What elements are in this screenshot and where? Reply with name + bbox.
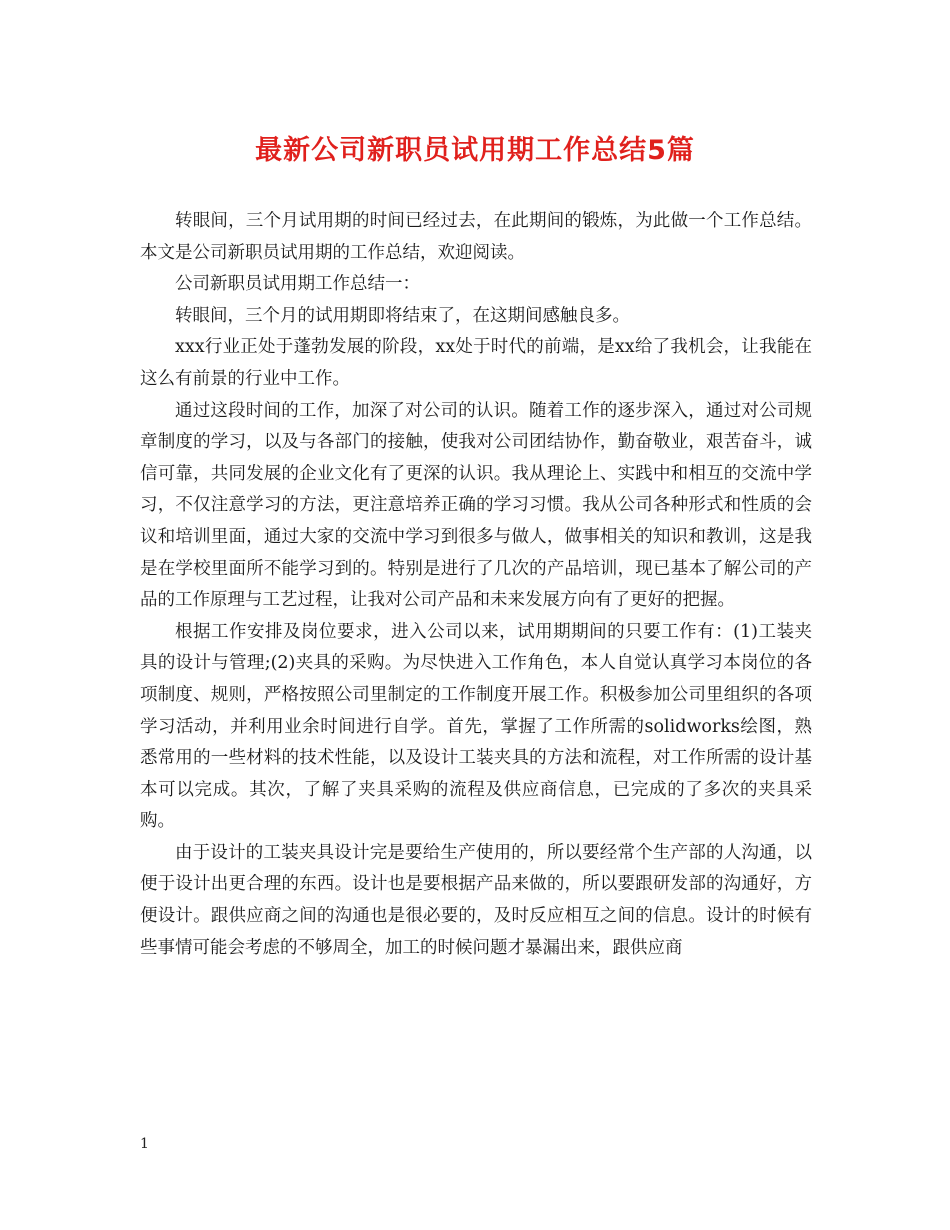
document-body [140, 206, 812, 964]
paragraph-4: 根据工作安排及岗位要求，进入公司以来，试用期期间的只要工作有：(1)工装夹具的设计与管理;(2)夹具的采购。为尽快进入工作角色，本人自觉认真学习本岗位的各项制度、规则，严格按照公司里制定的工作制度开展工作。积极参加公司里组织的各项学习活动，并利用业余时间进行自学。首先，掌握了工作所需的solidworks绘图，熟悉常用的一些材料的技术性能，以及设计工装夹具的方法和流程，对工作所需的设计基本可以完成。其次，了解了夹具采购的流程及供应商信息，已完成的了多次的夹具采购。 [140, 621, 812, 832]
section-heading-1: 公司新职员试用期工作总结一： [175, 274, 420, 295]
document-title: 最新公司新职员试用期工作总结5篇 [255, 135, 695, 166]
paragraph-5: 由于设计的工装夹具设计完是要给生产使用的，所以要经常个生产部的人沟通，以便于设计出更合理的东西。设计也是要根据产品来做的，所以要跟研发部的沟通好，方便设计。跟供应商之间的沟通也是很必要的，及时反应相互之间的信息。设计的时候有些事情可能会考虑的不够周全，加工的时候问题才暴漏出来，跟供应商 [140, 842, 812, 958]
paragraph-2: xxx行业正处于蓬勃发展的阶段，xx处于时代的前端，是xx给了我机会，让我能在这么有前景的行业中工作。 [140, 337, 812, 389]
paragraph-3: 通过这段时间的工作，加深了对公司的认识。随着工作的逐步深入，通过对公司规章制度的学习，以及与各部门的接触，使我对公司团结协作，勤奋敬业，艰苦奋斗，诚信可靠，共同发展的企业文化有了更深的认识。我从理论上、实践中和相互的交流中学习，不仅注意学习的方法，更注意培养正确的学习习惯。我从公司各种形式和性质的会议和培训里面，通过大家的交流中学习到很多与做人，做事相关的知识和教训，这是我是在学校里面所不能学习到的。特别是进行了几次的产品培训，现已基本了解公司的产品的工作原理与工艺过程，让我对公司产品和未来发展方向有了更好的把握。 [140, 400, 812, 611]
paragraph-intro: 转眼间，三个月试用期的时间已经过去，在此期间的锻炼，为此做一个工作总结。本文是公司新职员试用期的工作总结，欢迎阅读。 [140, 211, 812, 263]
paragraph-1: 转眼间，三个月的试用期即将结束了，在这期间感触良多。 [175, 305, 630, 326]
page-number: 1 [140, 1136, 149, 1152]
